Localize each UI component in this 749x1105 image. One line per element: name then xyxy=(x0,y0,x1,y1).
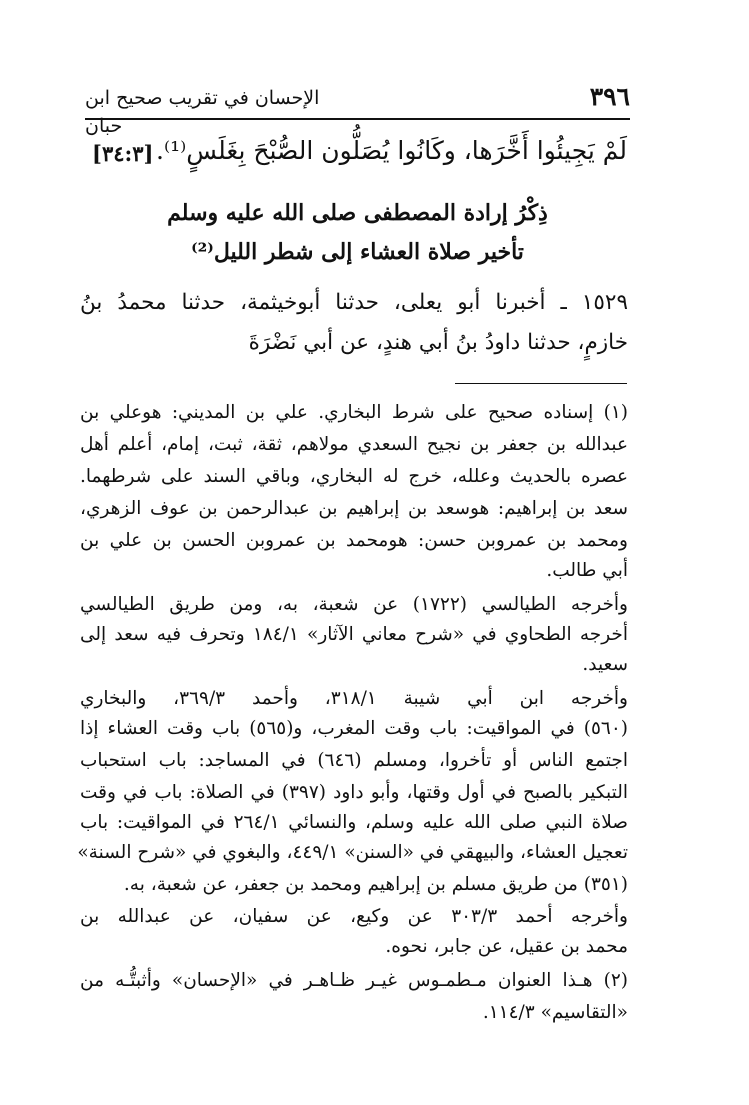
footnote-line: عصره بالحديث وعلله، خرج له البخاري، وباقي السند على شرطهما. xyxy=(80,466,628,487)
footnote-line: سعيد. xyxy=(582,654,628,675)
footnote-line: التبكير بالصبح في أول وقتها، وأبو داود (٣٩٧) في الصلاة: باب في وقت xyxy=(80,782,628,803)
footnote-line: تعجيل العشاء، والبيهقي في «السنن» ٤٤٩/١، والبغوي في «شرح السنة» xyxy=(77,842,628,863)
footnote-line: محمد بن عقيل، عن جابر، نحوه. xyxy=(385,936,628,957)
footnote-line: (٥٦٠) في المواقيت: باب وقت المغرب، و(٥٦٥) باب وقت العشاء إذا xyxy=(80,718,628,739)
footnote-line: أخرجه الطحاوي في «شرح معاني الآثار» ١٨٤/١ وتحرف فيه سعد إلى xyxy=(80,624,628,645)
footnote-line: وأخرجه الطيالسي (١٧٢٢) عن شعبة، به، ومن طريق الطيالسي xyxy=(80,594,628,615)
footnote-line: وأخرجه أحمد ٣٠٣/٣ عن وكيع، عن سفيان، عن عبدالله بن xyxy=(80,906,628,927)
chapter-heading-line-2: تأخير صلاة العشاء إلى شطر الليل⁽²⁾ xyxy=(191,239,524,265)
footnote-separator xyxy=(455,383,627,384)
hadith-text-continuation: لَمْ يَجِيئُوا أَخَّرَها، وكَانُوا يُصَلُّون الصُّبْحَ بِغَلَسٍ⁽¹⁾. xyxy=(156,136,627,165)
hadith-reference: [٣٤:٣] xyxy=(92,141,154,166)
hadith-line: خازمٍ، حدثنا داودُ بنُ أبي هندٍ، عن أبي نَضْرَةَ xyxy=(248,330,628,355)
footnote-line: (١) إسناده صحيح على شرط البخاري. علي بن المديني: هوعلي بن xyxy=(80,402,628,423)
page-number: ٣٩٦ xyxy=(589,82,630,111)
footnote-line: عبدالله بن جعفر بن نجيح السعدي مولاهم، ثقة، ثبت، إمام، أعلم أهل xyxy=(80,434,628,455)
running-header-title: الإحسان في تقريب صحيح ابن حبان xyxy=(85,87,320,137)
hadith-line: ١٥٢٩ ـ أخبرنا أبو يعلى، حدثنا أبوخيثمة، حدثنا محمدُ بنُ xyxy=(80,290,628,315)
header-rule xyxy=(85,118,630,120)
footnote-line: (٢) هـذا العنوان مـطمـوس غيـر ظـاهـر في «الإحسان» وأثبتُّـه من xyxy=(80,970,628,991)
footnote-line: ومحمد بن عمروبن حسن: هومحمد بن عمروبن الحسن بن علي بن xyxy=(80,530,628,551)
footnote-line: صلاة النبي صلى الله عليه وسلم، والنسائي ٢٦٤/١ في المواقيت: باب xyxy=(80,812,628,833)
footnote-line: سعد بن إبراهيم: هوسعد بن إبراهيم بن عبدالرحمن بن عوف الزهري، xyxy=(80,498,628,519)
footnote-line: وأخرجه ابن أبي شيبة ٣١٨/١، وأحمد ٣٦٩/٣، والبخاري xyxy=(80,688,628,709)
footnote-line: اجتمع الناس أو تأخروا، ومسلم (٦٤٦) في المساجد: باب استحباب xyxy=(80,750,629,771)
footnote-line: «التقاسيم» ١١٤/٣. xyxy=(482,1002,628,1023)
footnote-line: أبي طالب. xyxy=(546,560,628,581)
chapter-heading-line-1: ذِكْرُ إرادة المصطفى صلى الله عليه وسلم xyxy=(167,200,548,226)
footnote-line: (٣٥١) من طريق مسلم بن إبراهيم ومحمد بن جعفر، عن شعبة، به. xyxy=(123,874,628,895)
